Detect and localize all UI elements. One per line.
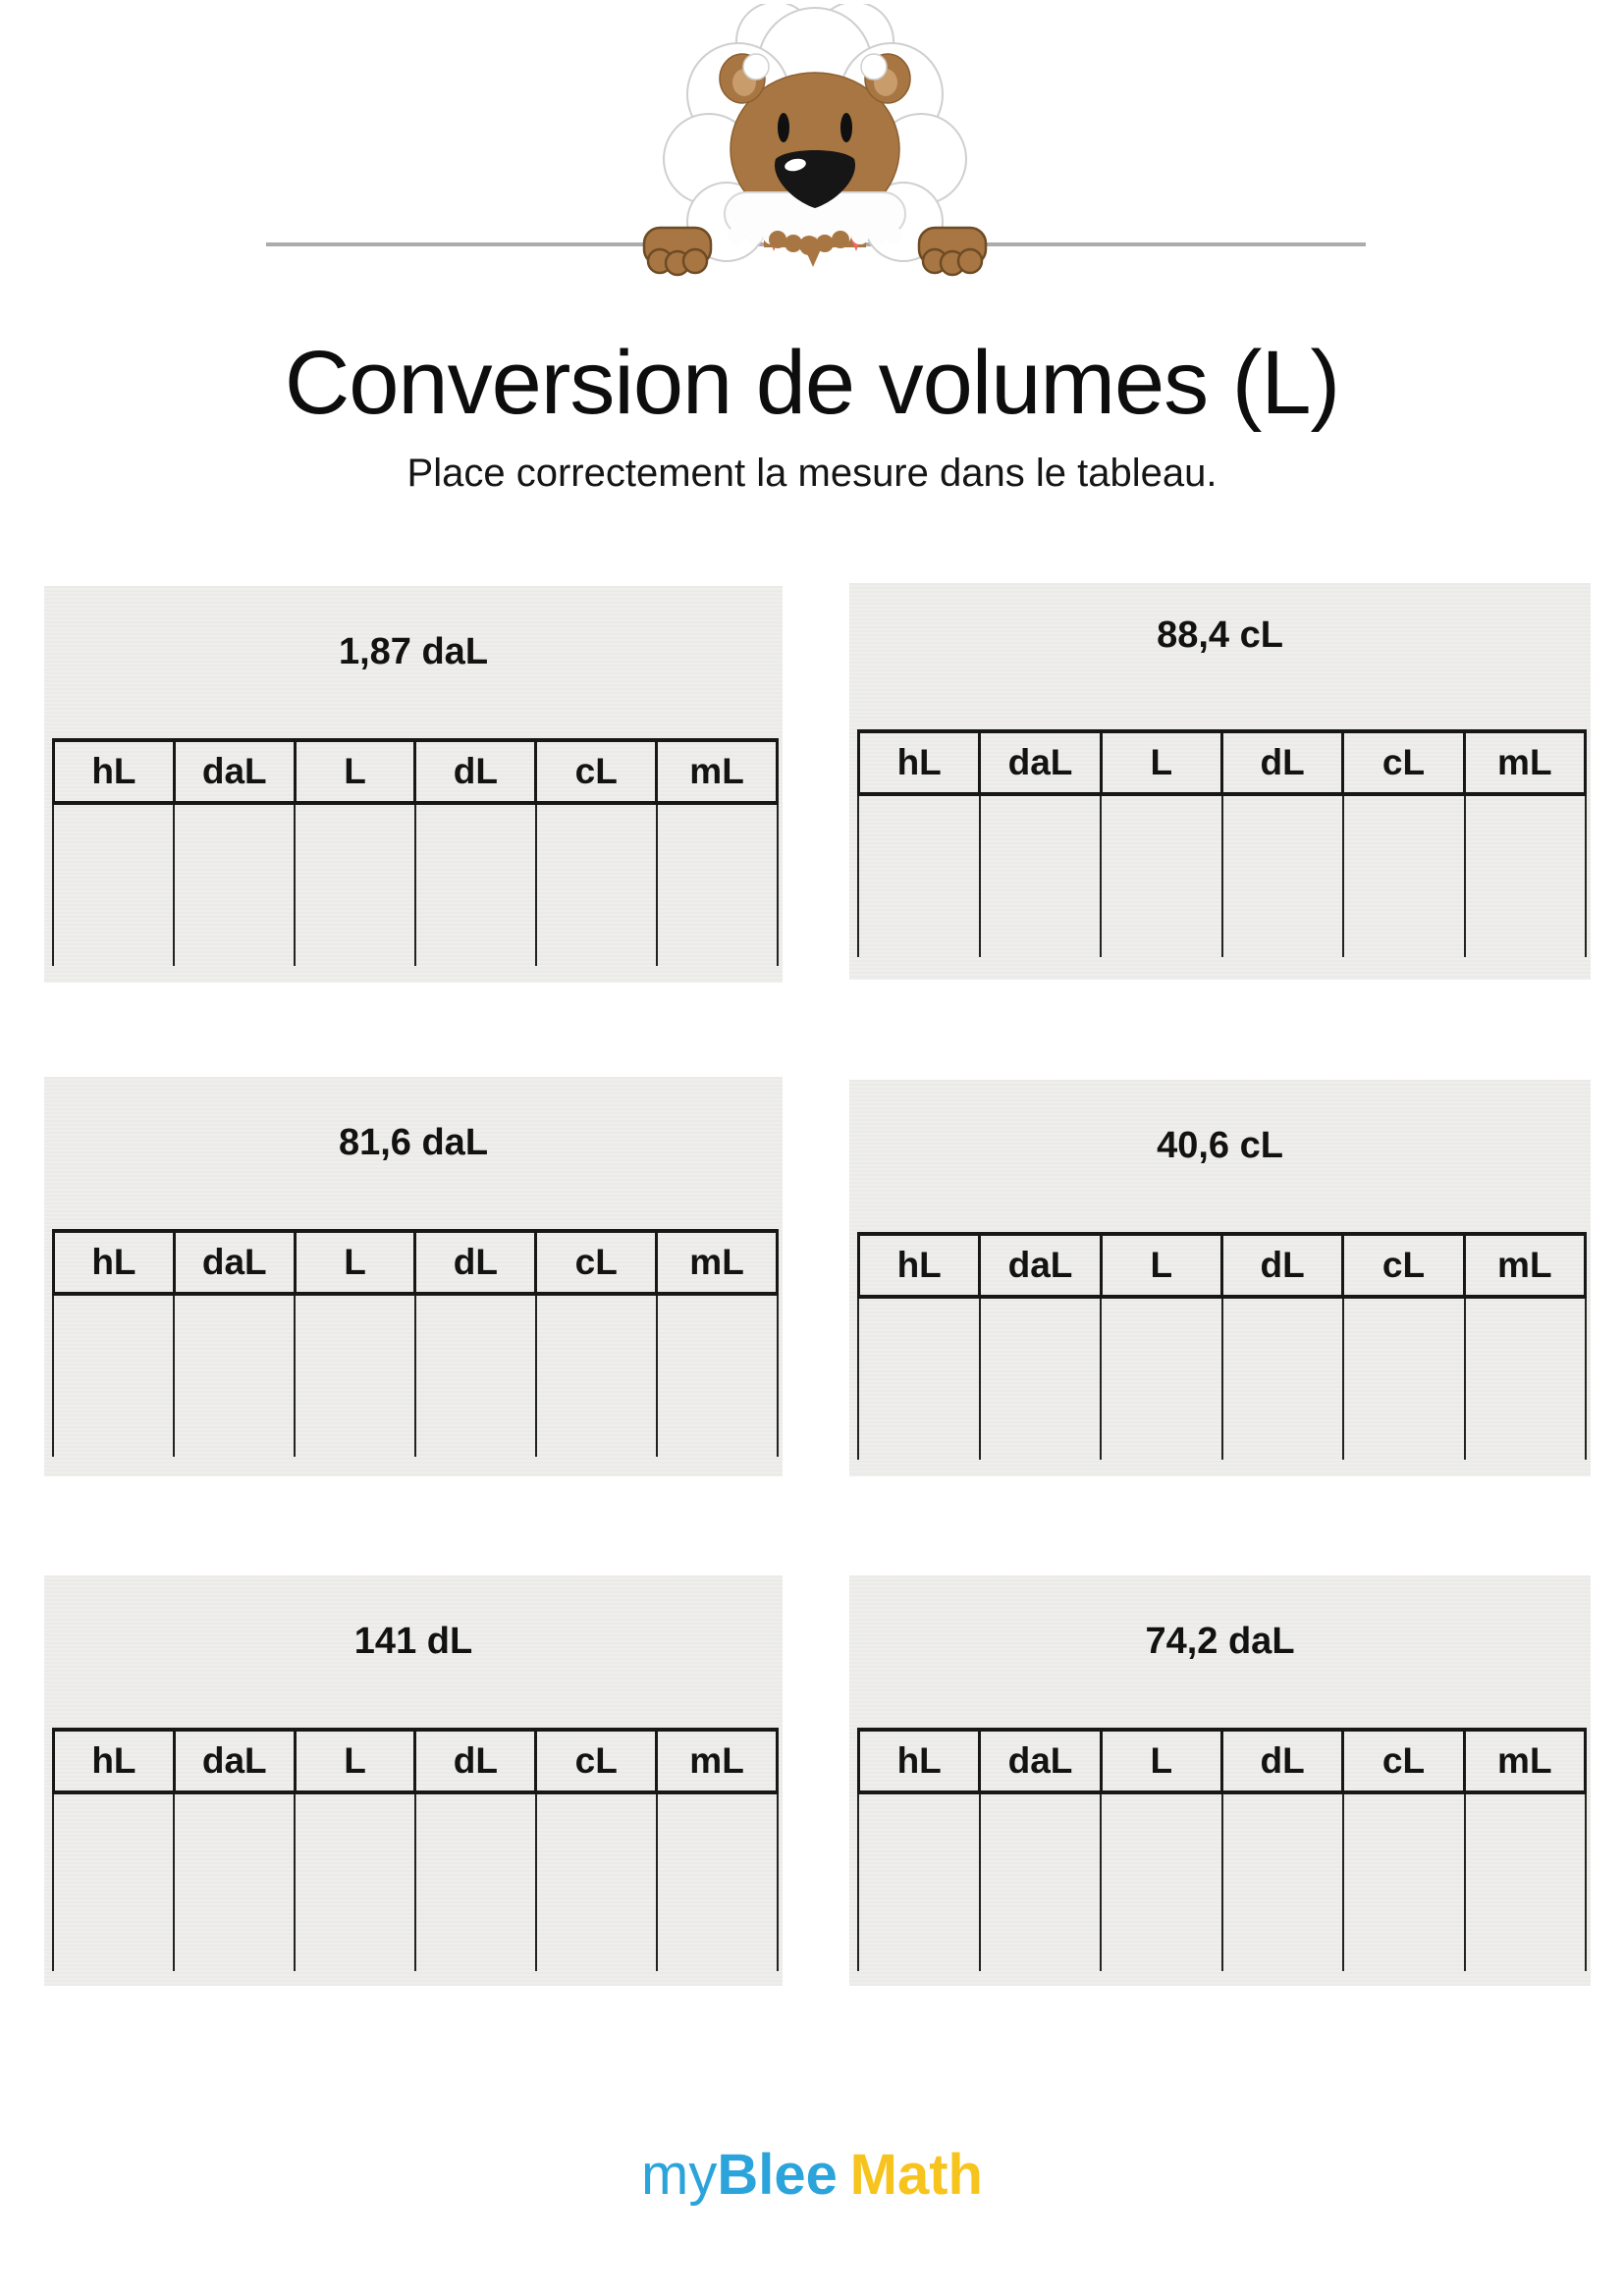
- conversion-table: [52, 738, 779, 966]
- answer-cell-dal[interactable]: [979, 796, 1101, 957]
- myblee-math-logo: [0, 2143, 1624, 2207]
- column-header-l: L: [294, 1732, 414, 1790]
- answer-cell-l[interactable]: [1100, 1794, 1221, 1971]
- answer-cell-dl[interactable]: [414, 805, 535, 966]
- logo-my: my: [641, 2143, 718, 2207]
- logo-math: Math: [849, 2143, 983, 2207]
- column-header-dl: dL: [1220, 1236, 1341, 1295]
- measure-value: 88,4 cL: [1157, 614, 1283, 656]
- measure-value: 81,6 daL: [338, 1122, 489, 1163]
- column-header-hl: hL: [896, 742, 942, 782]
- conversion-table: [857, 1232, 1587, 1460]
- exercise-panel-5: [44, 1575, 783, 1986]
- page-title: Conversion de volumes (L): [284, 332, 1340, 433]
- column-header-cl: cL: [534, 1233, 655, 1292]
- column-header-cl: cL: [534, 742, 655, 801]
- column-header-hl: hL: [91, 1740, 136, 1781]
- conversion-table: [857, 729, 1587, 957]
- column-header-dal: daL: [173, 1233, 294, 1292]
- answer-cell-hl[interactable]: [52, 1794, 173, 1971]
- column-header-ml: mL: [655, 1233, 776, 1292]
- answer-cell-l[interactable]: [294, 1296, 414, 1457]
- column-header-l: L: [1100, 733, 1220, 792]
- column-header-cl: cL: [1341, 1732, 1462, 1790]
- exercise-panel-4: [849, 1080, 1591, 1476]
- column-header-hl: hL: [896, 1740, 942, 1781]
- conversion-table-header: [52, 1229, 779, 1296]
- column-header-l: L: [1100, 1236, 1220, 1295]
- answer-cell-cl[interactable]: [1342, 1299, 1464, 1460]
- conversion-table-body: [857, 1299, 1587, 1460]
- column-header-ml: mL: [655, 742, 776, 801]
- column-header-cl: cL: [1341, 1236, 1462, 1295]
- conversion-table-header: [857, 729, 1587, 796]
- column-header-dl: dL: [413, 742, 534, 801]
- answer-cell-ml[interactable]: [656, 1296, 779, 1457]
- measure-value: 74,2 daL: [1145, 1621, 1295, 1662]
- answer-cell-l[interactable]: [294, 805, 414, 966]
- conversion-table: [52, 1728, 779, 1971]
- conversion-table: [857, 1728, 1587, 1971]
- answer-cell-dal[interactable]: [173, 1794, 294, 1971]
- column-header-cl: cL: [534, 1732, 655, 1790]
- answer-cell-l[interactable]: [1100, 796, 1221, 957]
- professor-dog-mascot-icon: [628, 4, 1001, 298]
- column-header-dl: dL: [413, 1732, 534, 1790]
- column-header-dl: dL: [1220, 733, 1341, 792]
- conversion-table-body: [52, 1296, 779, 1457]
- conversion-table-header: [52, 738, 779, 805]
- answer-cell-dal[interactable]: [979, 1794, 1101, 1971]
- answer-cell-dal[interactable]: [979, 1299, 1101, 1460]
- logo-blee: Blee: [717, 2143, 838, 2207]
- column-header-dal: daL: [978, 1732, 1099, 1790]
- column-header-dal: daL: [173, 742, 294, 801]
- column-header-hl: hL: [896, 1245, 942, 1285]
- column-header-dl: dL: [413, 1233, 534, 1292]
- column-header-dal: daL: [173, 1732, 294, 1790]
- answer-cell-dl[interactable]: [414, 1794, 535, 1971]
- column-header-l: L: [1100, 1732, 1220, 1790]
- answer-cell-cl[interactable]: [1342, 1794, 1464, 1971]
- conversion-table: [52, 1229, 779, 1457]
- answer-cell-cl[interactable]: [1342, 796, 1464, 957]
- measure-value: 1,87 daL: [338, 631, 489, 672]
- conversion-table-header: [857, 1232, 1587, 1299]
- measure-value: 141 dL: [353, 1621, 473, 1662]
- conversion-table-body: [857, 1794, 1587, 1971]
- measure-value: 40,6 cL: [1157, 1125, 1283, 1166]
- conversion-table-body: [52, 805, 779, 966]
- exercise-panel-1: [44, 586, 783, 983]
- exercise-panel-3: [44, 1077, 783, 1476]
- page-subtitle: Place correctement la mesure dans le tableau.: [406, 452, 1218, 495]
- answer-cell-hl[interactable]: [52, 805, 173, 966]
- conversion-table-body: [52, 1794, 779, 1971]
- answer-cell-ml[interactable]: [1464, 796, 1588, 957]
- answer-cell-cl[interactable]: [535, 1296, 656, 1457]
- column-header-cl: cL: [1341, 733, 1462, 792]
- answer-cell-ml[interactable]: [656, 1794, 779, 1971]
- answer-cell-ml[interactable]: [1464, 1299, 1588, 1460]
- answer-cell-dal[interactable]: [173, 1296, 294, 1457]
- column-header-dal: daL: [978, 1236, 1099, 1295]
- answer-cell-ml[interactable]: [656, 805, 779, 966]
- conversion-table-header: [52, 1728, 779, 1794]
- conversion-table-body: [857, 796, 1587, 957]
- column-header-ml: mL: [1463, 1236, 1584, 1295]
- column-header-dl: dL: [1220, 1732, 1341, 1790]
- column-header-l: L: [294, 1233, 414, 1292]
- column-header-ml: mL: [655, 1732, 776, 1790]
- answer-cell-l[interactable]: [294, 1794, 414, 1971]
- column-header-ml: mL: [1463, 1732, 1584, 1790]
- answer-cell-dl[interactable]: [414, 1296, 535, 1457]
- answer-cell-cl[interactable]: [535, 1794, 656, 1971]
- answer-cell-hl[interactable]: [857, 1794, 979, 1971]
- column-header-l: L: [294, 742, 414, 801]
- exercise-panel-6: [849, 1575, 1591, 1986]
- answer-cell-hl[interactable]: [52, 1296, 173, 1457]
- conversion-table-header: [857, 1728, 1587, 1794]
- answer-cell-dl[interactable]: [1221, 796, 1343, 957]
- column-header-dal: daL: [978, 733, 1099, 792]
- column-header-ml: mL: [1463, 733, 1584, 792]
- column-header-hl: hL: [91, 1242, 136, 1282]
- answer-cell-hl[interactable]: [857, 1299, 979, 1460]
- exercise-panel-2: [849, 583, 1591, 980]
- answer-cell-dl[interactable]: [1221, 1299, 1343, 1460]
- answer-cell-cl[interactable]: [535, 805, 656, 966]
- answer-cell-dal[interactable]: [173, 805, 294, 966]
- answer-cell-l[interactable]: [1100, 1299, 1221, 1460]
- column-header-hl: hL: [91, 751, 136, 791]
- answer-cell-hl[interactable]: [857, 796, 979, 957]
- answer-cell-ml[interactable]: [1464, 1794, 1588, 1971]
- answer-cell-dl[interactable]: [1221, 1794, 1343, 1971]
